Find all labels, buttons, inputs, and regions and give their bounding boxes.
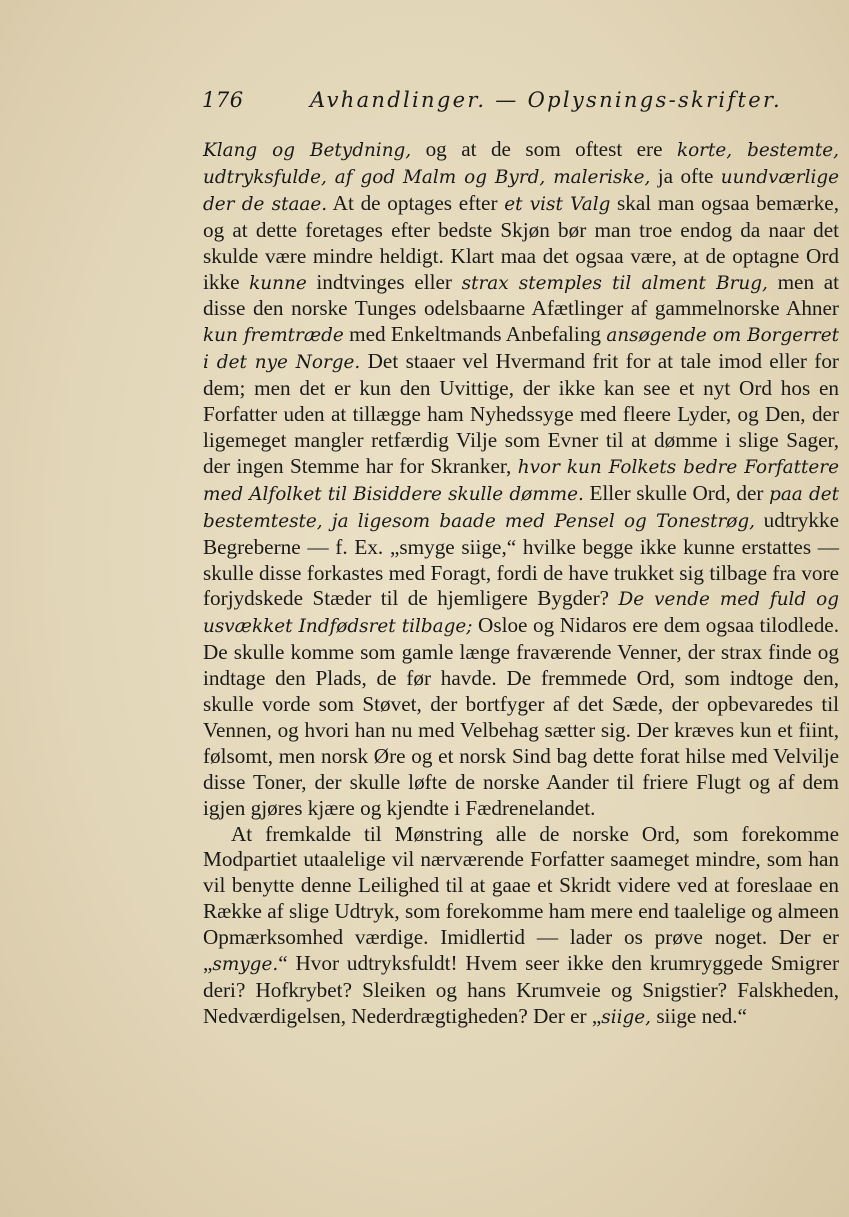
- text-run: men at disse den norske Tunges odelsbaarne Afætlinger af gammelnorske Ahner: [203, 269, 840, 321]
- text-run: ja ofte: [650, 163, 721, 188]
- italic-phrase: uundværlige der de staae.: [203, 166, 839, 215]
- text-run: At fremkalde til Mønstring alle de norske Ord, som forekomme Modpartiet utaalelige vil nærværende Forfatter saameget mindre, som han vil benytte denne Leilighed til at gaae et Skridt videre ved at foreslaae en Række af slige Udtryk, som forekomme ham mere end taalelige og almeen Opmærksomhed værdige. Imidlertid — lader os prøve noget. Der er „: [203, 821, 839, 976]
- page-number: 176: [202, 88, 244, 112]
- italic-phrase: paa det bestemteste, ja ligesom baade med Pensel og Tonestrøg,: [203, 483, 839, 532]
- text-run: Det staaer vel Hvermand frit for at tale imod eller for dem; men det er kun den Uvittige, der ikke kan see et nyt Ord hos en Forfatter uden at tillægge ham Nyhedssyge med fleere Lyder, og Den, der ligemeget mangler retfærdig Vilje som Evner til at dømme i slige Sager, der ingen Stemme har for Skranker,: [203, 349, 839, 478]
- running-title: Avhandlinger. — Oplysnings-skrifter.: [310, 88, 782, 112]
- text-run: og at de som oftest ere: [411, 137, 677, 161]
- italic-phrase: siige,: [601, 1006, 652, 1028]
- italic-phrase: ansøgende om Borgerret i det nye Norge.: [203, 325, 839, 374]
- italic-phrase: strax stemples til alment Brug,: [461, 272, 768, 294]
- text-run: At de optages efter: [327, 190, 505, 215]
- paragraph-1: [203, 137, 839, 822]
- text-run: udtrykke Begreberne — f. Ex. „smyge siige,“ hvilke begge ikke kunne erstattes — skulle disse forkastes med Foragt, fordi de have trukket sig tilbage fra vore forjydskede Stæder til de hjemligere Bygder?: [203, 507, 839, 611]
- italic-phrase: kun fremtræde: [203, 325, 344, 347]
- text-run: “ Hvor udtryksfuldt! Hvem seer ikke den krumryggede Smigrer deri? Hofkrybet? Sleiken og hans Krumveie og Snigstier? Falskheden, Nedværdigelsen, Nederdrægtigheden? Der er „: [203, 951, 839, 1028]
- italic-phrase: hvor kun Folkets bedre Forfattere med Alfolket til Bisiddere skulle dømme.: [203, 456, 839, 505]
- italic-phrase: Klang og Betydning,: [203, 140, 412, 161]
- italic-phrase: et vist Valg: [504, 193, 611, 215]
- text-run: indtvinges eller: [306, 269, 462, 294]
- italic-phrase: De vende med fuld og usvækket Indfødsret tilbage;: [203, 589, 840, 638]
- paragraph-2: [203, 822, 839, 1031]
- text-run: Osloe og Nidaros ere dem ogsaa tilodlede. De skulle komme som gamle længe fraværende Venner, der strax finde og indtage den Plads, de før havde. De fremmede Ord, som indtoge den, skulle vorde som Støvet, der bortfyger af det Sæde, der opbevaredes til Vennen, og hvori han nu med Velbehag sætter sig. Der kræves kun et fiint, følsomt, men norsk Øre og et norsk Sind bag dette forat hilse med Velvilje disse Toner, der skulle løfte de norske Aander til friere Flugt og af dem igjen gjøres kjære og kjendte i Fædrenelandet.: [203, 613, 839, 820]
- body-text: [203, 137, 839, 1031]
- italic-phrase: smyge.: [212, 954, 279, 976]
- text-run: med Enkeltmands Anbefaling: [343, 322, 607, 347]
- text-run: siige ned.“: [651, 1003, 747, 1028]
- text-run: Eller skulle Ord, der: [583, 480, 770, 505]
- italic-phrase: korte, bestemte, udtryksfulde, af god Malm og Byrd, maleriske,: [203, 140, 839, 188]
- text-run: skal man ogsaa bemærke, og at dette foretages efter bedste Skjøn bør man troe endog da naar det skulde være mindre heldigt. Klart maa det ogsaa være, at de optagne Ord ikke: [203, 190, 840, 294]
- page-header: [202, 86, 842, 120]
- italic-phrase: kunne: [249, 272, 307, 294]
